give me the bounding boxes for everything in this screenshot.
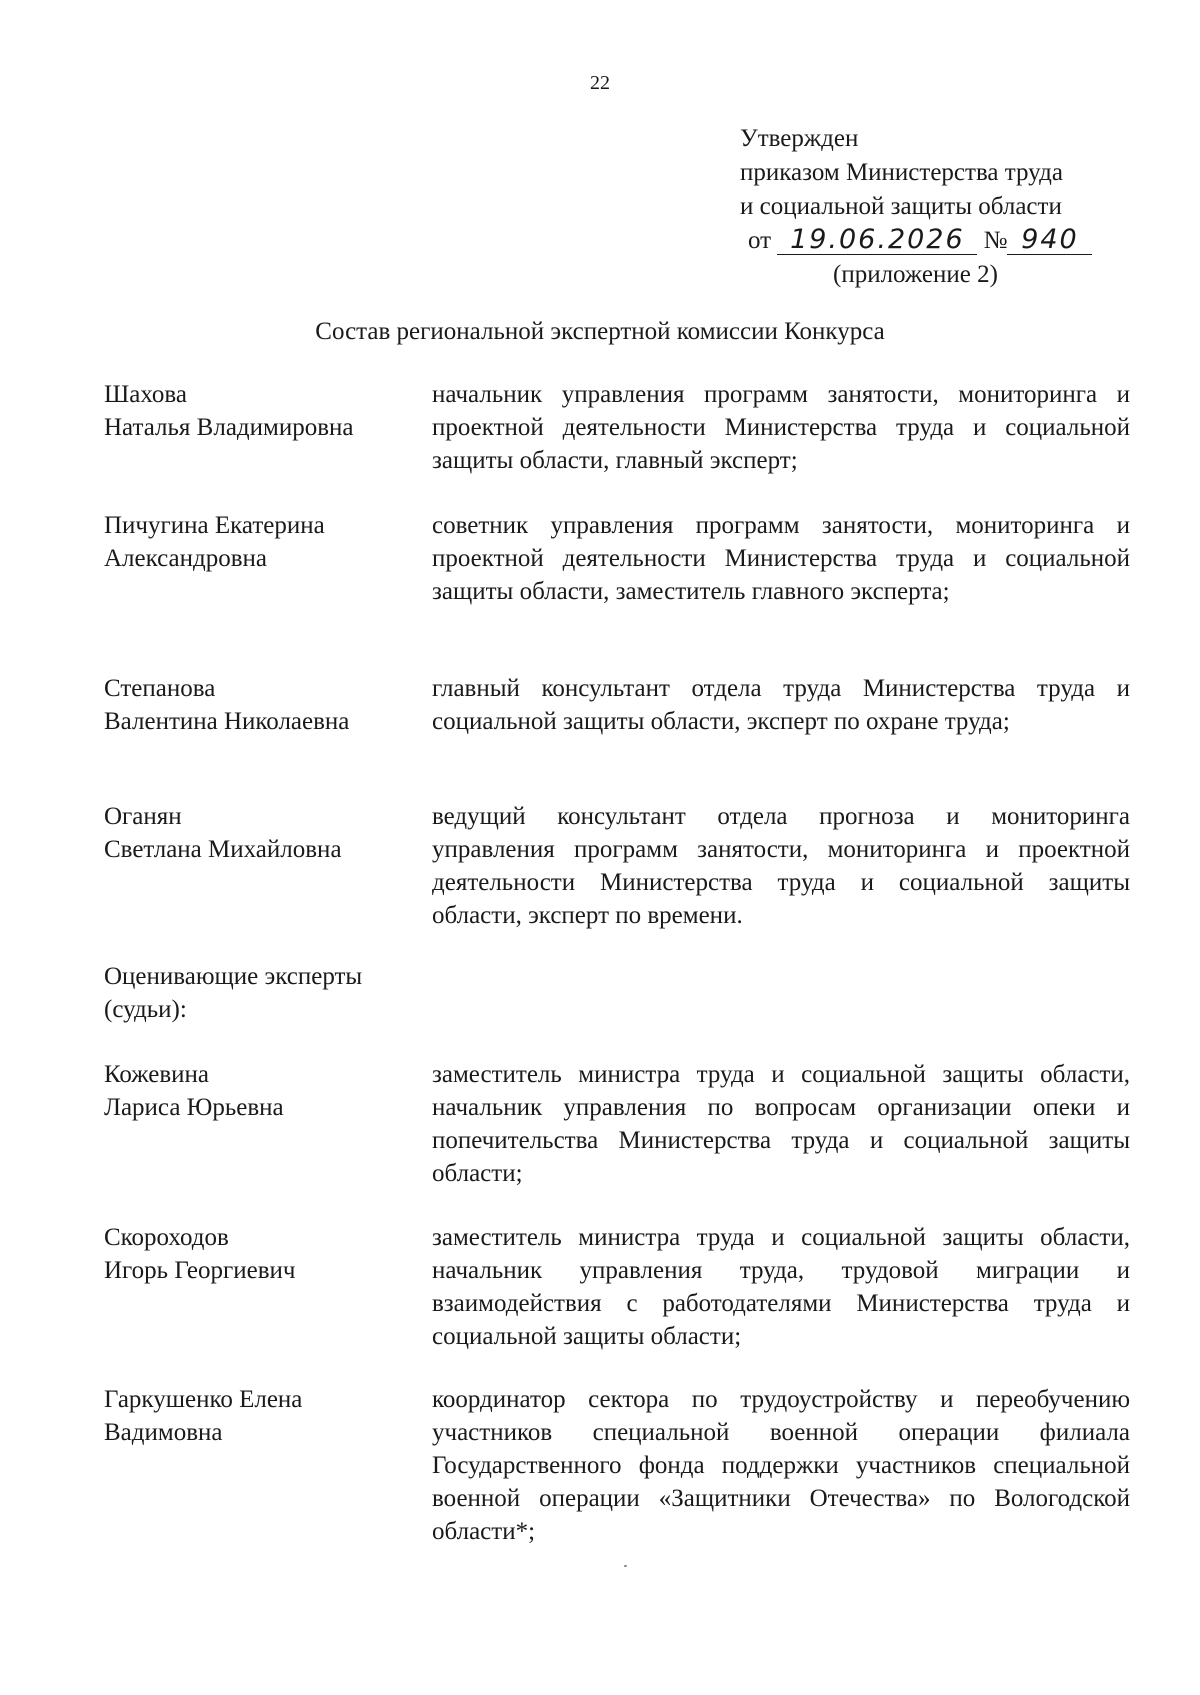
judge-role: заместитель министра труда и социальной защиты области, начальник управления по вопросам организации опеки и попечительства Министерства труда и социальной защиты области;: [432, 1061, 1130, 1187]
judges-section-label: Оценивающие эксперты (судьи):: [104, 963, 363, 1023]
document-title: Состав региональной экспертной комиссии Конкурса: [315, 318, 885, 345]
judge-role: заместитель министра труда и социальной защиты области, начальник управления труда, трудовой миграции и взаимодействия с работодателями Министерства труда и социальной защиты области;: [432, 1224, 1130, 1350]
approval-line-3: и социальной защиты области: [740, 193, 1062, 220]
member-role: советник управления программ занятости, мониторинга и проектной деятельности Министерства труда и социальной защиты области, заместитель главного эксперта;: [432, 512, 1130, 605]
number-prefix: №: [983, 227, 1008, 254]
member-role: начальник управления программ занятости, мониторинга и проектной деятельности Министерства труда и социальной защиты области, главный эксперт;: [432, 381, 1130, 474]
judge-role: координатор сектора по трудоустройству и переобучению участников специальной военной операции филиала Государственного фонда поддержки участников специальной военной операции «Защитники Отечества» по Вологодской области*;: [432, 1386, 1130, 1545]
member-name: Шахова Наталья Владимировна: [104, 381, 354, 441]
judge-name: Гаркушенко Елена Вадимовна: [104, 1386, 303, 1446]
member-role: главный консультант отдела труда Министерства труда и социальной защиты области, эксперт по охране труда;: [432, 675, 1130, 735]
approval-line-2: приказом Министерства труда: [740, 159, 1063, 186]
handwritten-number: 940: [1007, 226, 1092, 255]
member-role: ведущий консультант отдела прогноза и мониторинга управления программ занятости, мониторинга и проектной деятельности Министерства труда и социальной защиты области, эксперт по времени.: [432, 803, 1130, 929]
handwritten-date: 19.06.2026: [777, 226, 977, 255]
order-date-number-line: [748, 224, 1092, 258]
judge-name: Кожевина Лариса Юрьевна: [104, 1061, 284, 1121]
member-name: Оганян Светлана Михайловна: [104, 803, 342, 863]
member-name: Степанова Валентина Николаевна: [104, 675, 350, 735]
approval-block: [740, 122, 1092, 292]
approval-line-1: Утвержден: [740, 125, 859, 152]
appendix-note: (приложение 2): [833, 261, 998, 288]
page-number: 22: [590, 72, 610, 94]
scan-speck: [624, 1565, 627, 1567]
date-prefix: от: [748, 227, 772, 254]
member-name: Пичугина Екатерина Александровна: [104, 512, 325, 572]
judge-name: Скороходов Игорь Георгиевич: [104, 1224, 296, 1284]
